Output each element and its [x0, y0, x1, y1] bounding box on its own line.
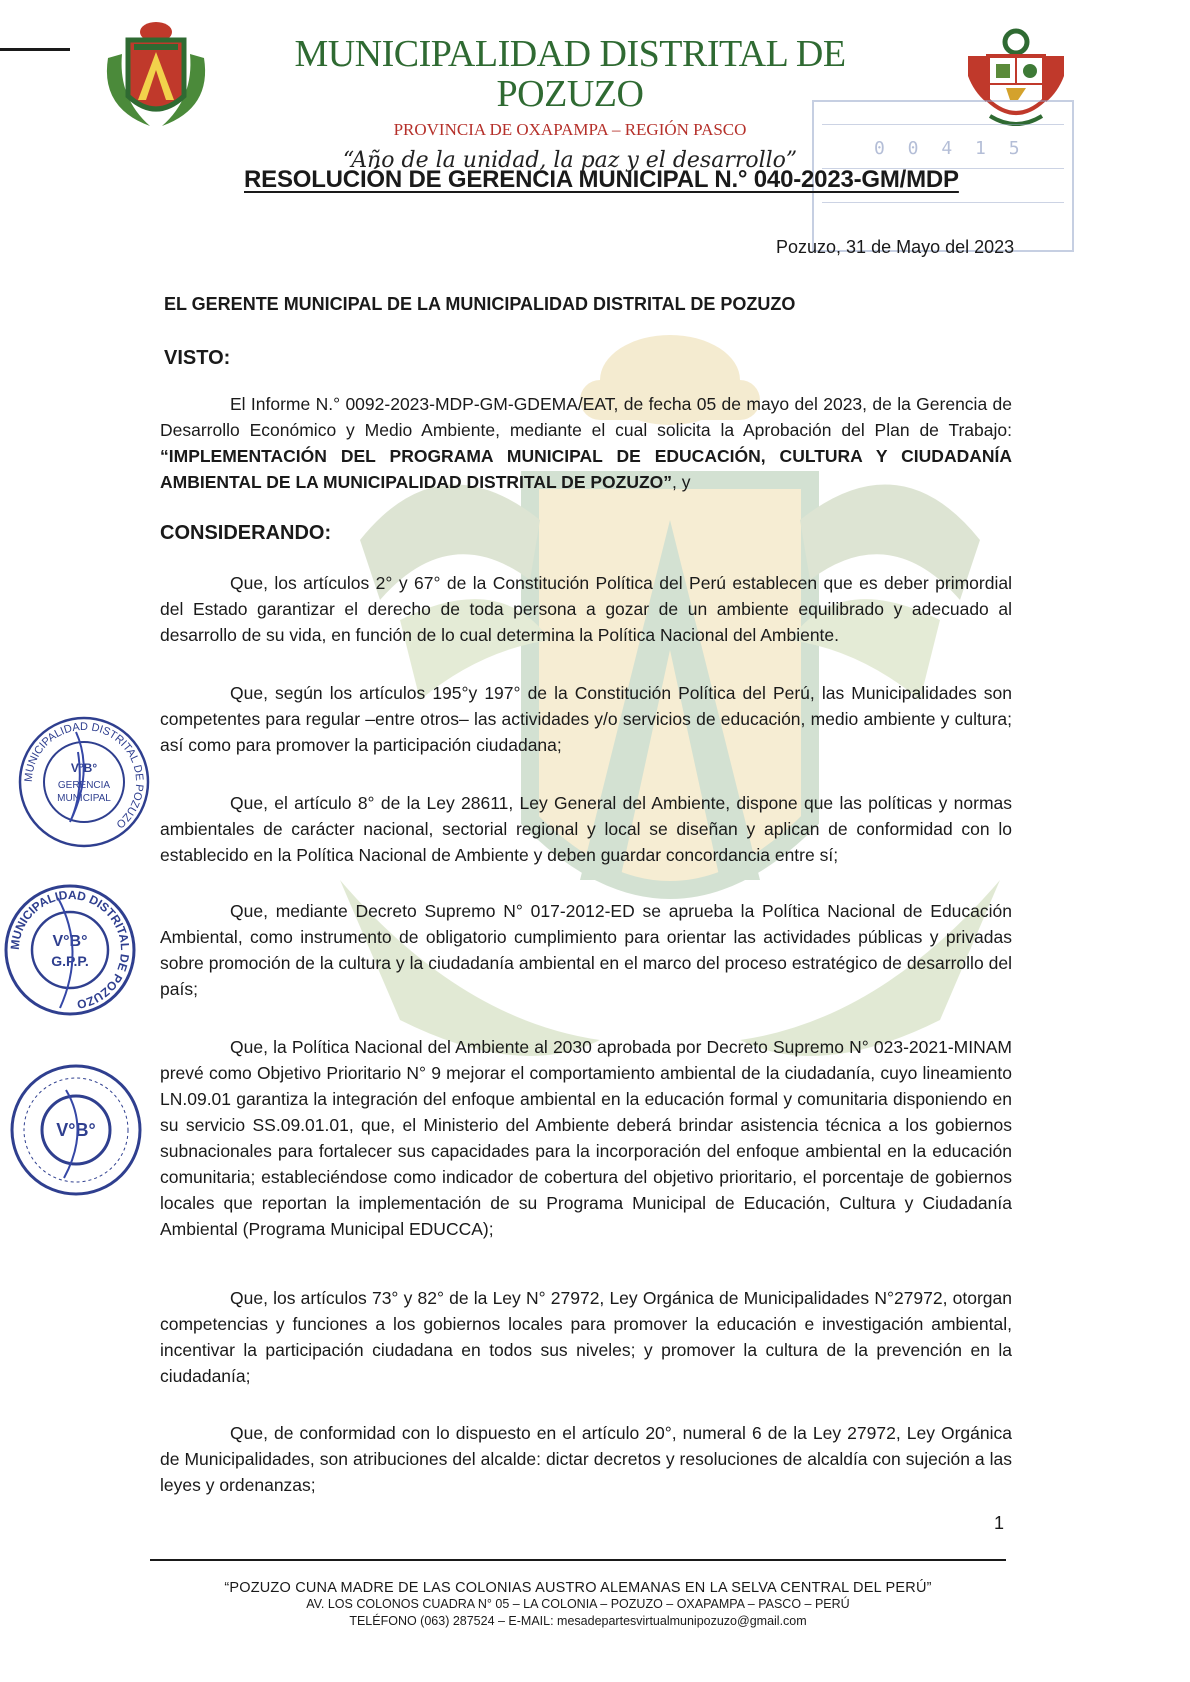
footer: [150, 1580, 1006, 1630]
footer-divider: [150, 1559, 1006, 1561]
seal-line: G.P.P.: [51, 953, 89, 969]
seal-line: MUNICIPAL: [57, 793, 111, 804]
seal-ring-text: MUNICIPALIDAD DISTRITAL DE POZUZO: [7, 887, 133, 1012]
year-motto: “Año de la unidad, la paz y el desarrollo”: [342, 148, 798, 173]
paragraph-text: Que, los artículos 2° y 67° de la Constitución Política del Perú establecen que es deber primordial del Estado garantizar el derecho de toda persona a gozar de un ambiente equilibrado y adecuado al desarrollo de su vida, en función de lo cual determina la Política Nacional del Ambiente.: [160, 573, 1012, 645]
considerando-paragraph: [160, 1420, 1012, 1498]
municipal-shield-logo: [100, 18, 212, 130]
seal-vobo: V°B°: [70, 761, 98, 775]
paragraph-text: Que, de conformidad con lo dispuesto en el artículo 20°, numeral 6 de la Ley 27972, Ley Orgánica de Municipalidades, son atribuciones del alcalde: dictar decretos y resoluciones de alcaldía con sujeción a las leyes y ordenanzas;: [160, 1423, 1012, 1495]
visto-paragraph: [160, 391, 1012, 495]
seal-gerencia-desarrollo: [6, 1060, 146, 1200]
visto-text: El Informe N.° 0092-2023-MDP-GM-GDEMA/EAT, de fecha 05 de mayo del 2023, de la Gerencia de Desarrollo Económico y Medio Ambiente, mediante el cual solicita la Aprobación del Plan de Trabajo:: [160, 394, 1012, 440]
considerando-paragraph: [160, 570, 1012, 648]
date-line: Pozuzo, 31 de Mayo del 2023: [776, 237, 1015, 257]
considerando-paragraph: [160, 898, 1012, 1002]
province-region: PROVINCIA DE OXAPAMPA – REGIÓN PASCO: [393, 120, 747, 139]
reception-stamp-number: 0 0 4 1 5: [874, 138, 1026, 159]
paragraph-text: Que, mediante Decreto Supremo N° 017-2012-ED se aprueba la Política Nacional de Educación Ambiental, como instrumento de obligatorio cumplimiento para orientar las actividades públicas y privadas sobre promoción de la cultura y la ciudadanía ambiental en el marco del proceso estratégico de desarrollo del país;: [160, 901, 1012, 999]
paragraph-text: Que, según los artículos 195°y 197° de la Constitución Política del Perú, las Municipalidades son competentes para regular –entre otros– las actividades y/o servicios de educación, medio ambiente y cultura; así como para promover la participación ciudadana;: [160, 683, 1012, 755]
considerando-paragraph: [160, 680, 1012, 758]
page-number: 1: [994, 1513, 1005, 1533]
seal-gpp: [0, 880, 140, 1020]
paragraph-text: Que, la Política Nacional del Ambiente al 2030 aprobada por Decreto Supremo N° 023-2021-MINAM prevé como Objetivo Prioritario N° 9 mejorar el comportamiento ambiental de la ciudadanía, cuyo lineamiento LN.09.01 garantiza la integración del enfoque ambiental en la educación formal y comunitaria disponiendo en su servicio SS.09.01.01, que, el Ministerio del Ambiente deberá brindar asistencia técnica a los gobiernos subnacionales para fortalecer sus capacidades para la incorporación del enfoque ambiental en la educación comunitaria; estableciéndose como indicador de cobertura del objetivo prioritario, el porcentaje de gobiernos locales que reportan la implementación de su Programa Municipal de Educación, Cultura y Ciudadanía Ambiental (Programa Municipal EDUCCA);: [160, 1037, 1012, 1239]
considerando-paragraph: [160, 1034, 1012, 1242]
seal-line: GERENCIA: [57, 780, 111, 791]
visto-tail: , y: [672, 472, 691, 492]
issuer-line: EL GERENTE MUNICIPAL DE LA MUNICIPALIDAD DISTRITAL DE POZUZO: [164, 294, 796, 314]
header-dash: [0, 48, 70, 51]
plan-title: “IMPLEMENTACIÓN DEL PROGRAMA MUNICIPAL DE EDUCACIÓN, CULTURA Y CIUDADANÍA AMBIENTAL DE LA MUNICIPALIDAD DISTRITAL DE POZUZO”: [160, 446, 1012, 492]
paragraph-text: Que, el artículo 8° de la Ley 28611, Ley General del Ambiente, dispone que las políticas y normas ambientales de carácter nacional, sectorial regional y local se diseñan y aplican de conformidad con lo establecido en la Política Nacional de Ambiente y deben guardar concordancia entre sí;: [160, 793, 1012, 865]
visto-heading: VISTO:: [164, 347, 231, 369]
footer-motto: “POZUZO CUNA MADRE DE LAS COLONIAS AUSTRO ALEMANAS EN LA SELVA CENTRAL DEL PERÚ”: [224, 1580, 932, 1596]
seal-vobo: V°B°: [56, 1120, 96, 1140]
seal-gerencia-municipal: [14, 712, 154, 852]
footer-address: AV. LOS COLONOS CUADRA N° 05 – LA COLONIA – POZUZO – OXAPAMPA – PASCO – PERÚ: [306, 1597, 850, 1611]
considerando-heading: CONSIDERANDO:: [160, 522, 332, 544]
considerando-paragraph: [160, 790, 1012, 868]
institution-name: MUNICIPALIDAD DISTRITAL DE POZUZO: [294, 33, 846, 115]
seal-vobo: V°B°: [52, 933, 88, 950]
letterhead: [230, 34, 910, 173]
footer-contact: TELÉFONO (063) 287524 – E-MAIL: mesadepartesvirtualmunipozuzo@gmail.com: [349, 1614, 807, 1628]
resolution-title: RESOLUCIÓN DE GERENCIA MUNICIPAL N.° 040-2023-GM/MDP: [244, 166, 959, 193]
seal-ring-text: MUNICIPALIDAD DISTRITAL DE POZUZO: [22, 720, 146, 831]
considerando-paragraph: [160, 1285, 1012, 1389]
paragraph-text: Que, los artículos 73° y 82° de la Ley N° 27972, Ley Orgánica de Municipalidades N°27972, otorgan competencias y funciones a los gobiernos locales para promover la educación e investigación ambiental, incentivar la participación ciudadana en todos sus niveles; y promover la cultura de la prevención en la ciudadanía;: [160, 1288, 1012, 1386]
